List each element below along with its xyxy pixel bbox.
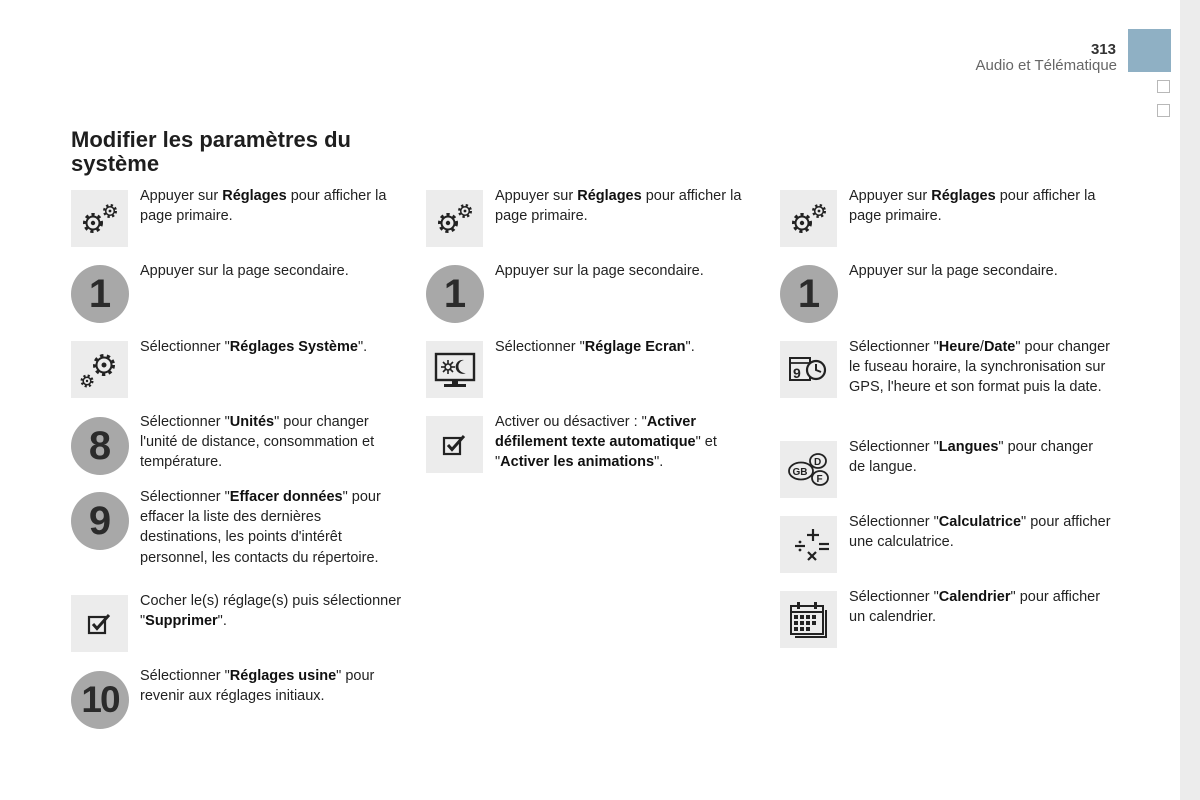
step-text: Sélectionner "Heure/Date" pour changer le fuseau horaire, la synchronisation sur GPS, l'heure et son format puis la date.	[849, 339, 1111, 396]
nav-square-icon	[1157, 80, 1170, 93]
step-text: Appuyer sur Réglages pour afficher la page primaire.	[140, 188, 387, 225]
step-number-badge: 8	[71, 417, 129, 475]
step-text: Appuyer sur la page secondaire.	[495, 263, 704, 279]
svg-text:9: 9	[792, 364, 801, 381]
step-text: Cocher le(s) réglage(s) puis sélectionner "Supprimer".	[140, 593, 402, 630]
step-text: Sélectionner "Unités" pour changer l'unité de distance, consommation et température.	[140, 414, 375, 471]
svg-text:GB: GB	[792, 466, 807, 478]
step-text: Appuyer sur Réglages pour afficher la page primaire.	[495, 188, 742, 225]
step-text: Sélectionner "Calendrier" pour afficher un calendrier.	[849, 589, 1101, 626]
step-text: Sélectionner "Réglages usine" pour revenir aux réglages initiaux.	[140, 668, 375, 705]
checkbox-checked-icon	[426, 416, 483, 473]
svg-text:F: F	[816, 473, 823, 485]
step-text: Activer ou désactiver : "Activer défilement texte automatique" et "Activer les animations".	[495, 414, 717, 471]
step-number-badge: 9	[71, 492, 129, 550]
display-screen-icon	[426, 341, 483, 398]
settings-gears-icon	[780, 190, 837, 247]
nav-square-icon	[1157, 104, 1170, 117]
step-number-badge: 1	[780, 265, 838, 323]
system-settings-gears-icon	[71, 341, 128, 398]
settings-gears-icon	[71, 190, 128, 247]
clock-calendar-icon	[780, 341, 837, 398]
step-text: Appuyer sur la page secondaire.	[849, 263, 1058, 279]
page-title: Modifier les paramètres du système	[71, 127, 351, 176]
step-text: Sélectionner "Langues" pour changer de langue.	[849, 439, 1094, 476]
step-number-badge: 1	[71, 265, 129, 323]
step-text: Appuyer sur Réglages pour afficher la page primaire.	[849, 188, 1096, 225]
page-number: 313	[1090, 41, 1116, 58]
checkbox-checked-icon	[71, 595, 128, 652]
step-text: Sélectionner "Réglages Système".	[140, 339, 368, 355]
svg-text:D: D	[813, 456, 821, 468]
section-title: Audio et Télématique	[975, 57, 1117, 74]
calculator-icon	[780, 516, 837, 573]
calendar-icon	[780, 591, 837, 648]
page-edge-strip	[1180, 0, 1200, 800]
languages-icon	[780, 441, 837, 498]
step-text: Sélectionner "Calculatrice" pour afficher une calculatrice.	[849, 514, 1111, 551]
step-number-badge: 10	[71, 671, 129, 729]
step-text: Appuyer sur la page secondaire.	[140, 263, 349, 279]
step-number-badge: 1	[426, 265, 484, 323]
settings-gears-icon	[426, 190, 483, 247]
step-text: Sélectionner "Effacer données" pour effacer la liste des dernières destinations, les points d'intérêt personnel, les contacts du répertoire.	[140, 489, 381, 566]
page-tab-marker	[1128, 29, 1171, 72]
step-text: Sélectionner "Réglage Ecran".	[495, 339, 695, 355]
